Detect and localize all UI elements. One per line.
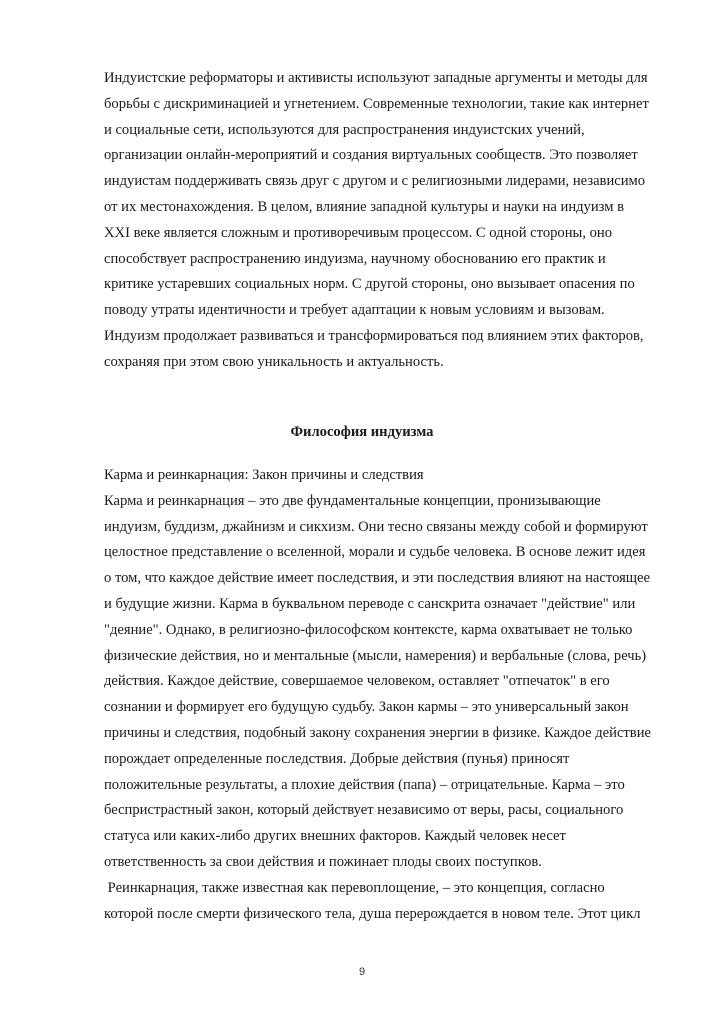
text-line: борьбы с дискриминацией и угнетением. Современные технологии, такие как интернет (104, 95, 649, 112)
text-line: индуизм, буддизм, джайнизм и сикхизм. Они тесно связаны между собой и формируют (104, 518, 648, 535)
text-line: способствует распространению индуизма, научному обоснованию его практик и (104, 250, 606, 267)
section-heading: Философия индуизма (290, 424, 434, 440)
text-line: XXI веке является сложным и противоречивым процессом. С одной стороны, оно (104, 224, 613, 241)
text-line: и будущие жизни. Карма в буквальном переводе с санскрита означает "действие" или (104, 595, 636, 612)
paragraph-western-influence (104, 66, 649, 376)
karma-section (104, 463, 651, 927)
text-line: беспристрастный закон, который действует независимо от веры, расы, социального (104, 802, 624, 819)
text-line: статуса или каких-либо других внешних факторов. Каждый человек несет (104, 828, 566, 845)
text-line: "деяние". Однако, в религиозно-философском контексте, карма охватывает не только (104, 621, 633, 638)
text-line: Индуистские реформаторы и активисты используют западные аргументы и методы для (104, 70, 648, 86)
text-line: порождает определенные последствия. Добрые действия (пунья) приносят (104, 750, 570, 767)
text-line: положительные результаты, а плохие действия (папа) – отрицательные. Карма – это (104, 776, 625, 793)
text-line: которой после смерти физического тела, душа перерождается в новом теле. Этот цикл (104, 905, 641, 922)
text-line: критике устаревших социальных норм. С другой стороны, оно вызывает опасения по (104, 276, 635, 293)
text-line: организации онлайн-мероприятий и создания виртуальных сообществ. Это позволяет (104, 147, 638, 164)
text-line: и социальные сети, используются для распространения индуистских учений, (104, 121, 585, 138)
text-line: индуистам поддерживать связь друг с другом и с религиозными лидерами, независимо (104, 173, 646, 190)
text-line: Карма и реинкарнация – это две фундаментальные концепции, пронизывающие (104, 492, 601, 509)
page-number: 9 (358, 966, 366, 978)
subheading: Карма и реинкарнация: Закон причины и следствия (104, 467, 424, 483)
text-line: действия. Каждое действие, совершаемое человеком, оставляет "отпечаток" в его (104, 673, 610, 690)
text-line: о том, что каждое действие имеет последствия, и эти последствия влияют на настоящее (104, 570, 650, 587)
text-line: от их местонахождения. В целом, влияние западной культуры и науки на индуизм в (104, 198, 625, 215)
text-line: Индуизм продолжает развиваться и трансформироваться под влиянием этих факторов, (104, 327, 644, 344)
text-line: Реинкарнация, также известная как перевоплощение, – это концепция, согласно (104, 879, 605, 896)
text-line: физические действия, но и ментальные (мысли, намерения) и вербальные (слова, речь) (104, 647, 647, 664)
text-line: поводу утраты идентичности и требует адаптации к новым условиям и вызовам. (104, 302, 605, 319)
text-line: сохраняя при этом свою уникальность и актуальность. (104, 353, 444, 370)
text-line: сознании и формирует его будущую судьбу. Закон кармы – это универсальный закон (104, 699, 629, 716)
text-line: ответственность за свои действия и пожинает плоды своих поступков. (104, 853, 542, 870)
text-line: причины и следствия, подобный закону сохранения энергии в физике. Каждое действие (104, 724, 651, 741)
text-line: целостное представление о вселенной, морали и судьбе человека. В основе лежит идея (104, 544, 646, 561)
